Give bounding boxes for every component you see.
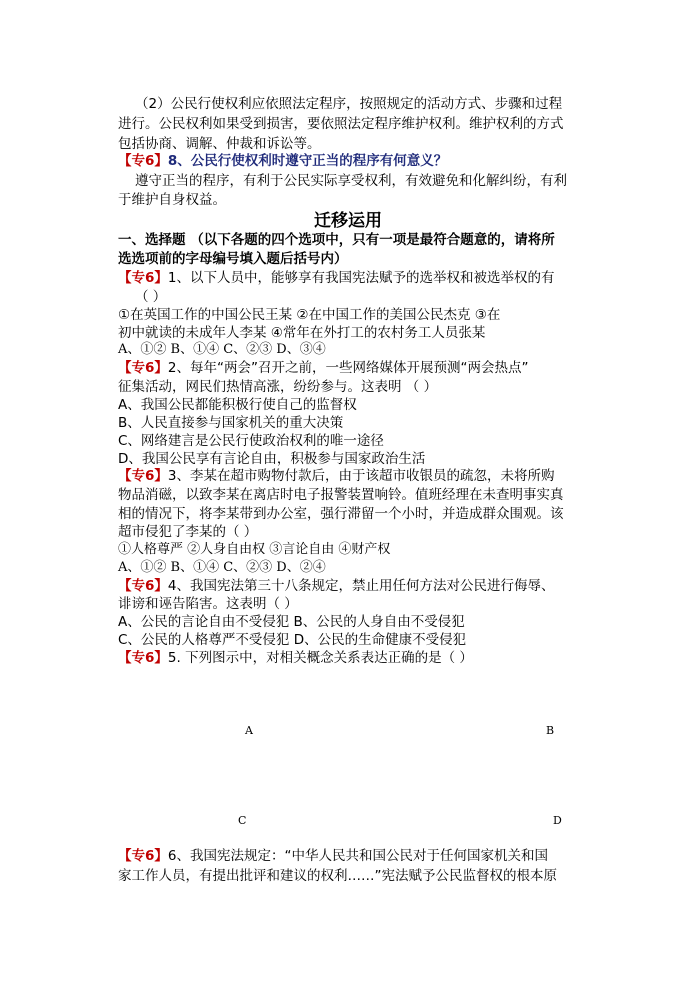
q8-text: 8、公民行使权利时遵守正当的程序有何意义？: [167, 153, 448, 169]
q6-stem: 6、我国宪法规定：“中华人民共和国公民对于任何国家机关和国: [167, 848, 548, 864]
q8-answer-line1: 遵守正当的程序，有利于公民实际享受权利，有效避免和化解纠纷，有利: [135, 173, 567, 189]
figure-label-a: A: [245, 724, 253, 737]
q3-tag: 【专6】: [118, 468, 168, 484]
q2-line2: 征集活动，网民们热情高涨，纷纷参与。这表明 （ ）: [118, 379, 438, 395]
q1-line4: 初中就读的未成年人李某 ④常年在外打工的农村务工人员张某: [118, 325, 486, 341]
q4-tag: 【专6】: [118, 578, 168, 594]
q2-line1: [118, 358, 588, 378]
q6-tag: 【专6】: [118, 848, 168, 864]
q3-line1: [118, 466, 588, 486]
q5-line1: [118, 648, 588, 668]
q2-stem: 2、每年“两会”召开之前，一些网络媒体开展预测“两会热点”: [167, 360, 529, 376]
q3-stem: 3、李某在超市购物付款后，由于该超市收银员的疏忽，未将所购: [167, 468, 555, 484]
instructions-line2: 选选项前的字母编号填入题后括号内）: [118, 251, 348, 267]
q4-line1: [118, 576, 588, 596]
q1-line2: （ ）: [135, 289, 167, 305]
q3-line4: 超市侵犯了李某的（ ）: [118, 524, 258, 540]
q6-line2: 家工作人员，有提出批评和建议的权利……”宪法赋予公民监督权的根本原: [118, 868, 557, 884]
q2-option-a: A、我国公民都能积极行使自己的监督权: [118, 397, 357, 413]
q6-line1: [118, 846, 588, 866]
q4-stem: 4、我国宪法第三十八条规定，禁止用任何方法对公民进行侮辱、: [167, 578, 555, 594]
section1-line2: 进行。公民权利如果受到损害，要依照法定程序维护权利。维护权利的方式: [118, 116, 564, 132]
q3-items: ①人格尊严 ②人身自由权 ③言论自由 ④财产权: [118, 542, 391, 557]
q1-line3: ①在英国工作的中国公民王某 ②在中国工作的美国公民杰克 ③在: [118, 307, 501, 323]
q3-options: A、①② B、①④ C、②③ D、②④: [118, 560, 326, 575]
q1-tag: 【专6】: [118, 270, 168, 286]
q5-stem: 5. 下列图示中，对相关概念关系表达正确的是（ ）: [167, 650, 473, 666]
q4-options-cd: C、公民的人格尊严不受侵犯 D、公民的生命健康不受侵犯: [118, 632, 467, 648]
q4-line2: 诽谤和诬告陷害。这表明（ ）: [118, 596, 298, 612]
q2-option-d: D、我国公民享有言论自由，积极参与国家政治生活: [118, 451, 426, 467]
q4-options-ab: A、公民的言论自由不受侵犯 B、公民的人身自由不受侵犯: [118, 614, 465, 630]
q8-tag: 【专6】: [118, 153, 168, 169]
q1-line1: [118, 268, 588, 288]
q2-option-c: C、网络建言是公民行使政治权利的唯一途径: [118, 433, 384, 449]
q3-line3: 相的情况下，将李某带到办公室，强行滞留一个小时，并造成群众围观。该: [118, 506, 564, 522]
section1-line3: 包括协商、调解、仲裁和诉讼等。: [118, 136, 321, 152]
q3-line2: 物品消磁，以致李某在离店时电子报警装置响铃。值班经理在未查明事实真: [118, 487, 564, 503]
q2-option-b: B、人民直接参与国家机关的重大决策: [118, 415, 344, 431]
figure-label-b: B: [546, 724, 555, 737]
q2-tag: 【专6】: [118, 360, 168, 376]
figure-label-c: C: [238, 814, 247, 827]
instructions-line1: 一、选择题 （以下各题的四个选项中，只有一项是最符合题意的，请将所: [118, 232, 555, 248]
section1-line1: （2）公民行使权利应依照法定程序，按照规定的活动方式、步骤和过程: [135, 96, 563, 112]
section-title: 迁移运用: [314, 211, 382, 231]
q8-question: [118, 151, 588, 171]
q1-stem: 1、以下人员中，能够享有我国宪法赋予的选举权和被选举权的有: [167, 270, 555, 286]
figure-label-d: D: [553, 814, 562, 827]
q1-options: A、①② B、①④ C、②③ D、③④: [118, 342, 326, 357]
q5-tag: 【专6】: [118, 650, 168, 666]
q8-answer-line2: 于维护自身权益。: [118, 192, 226, 208]
